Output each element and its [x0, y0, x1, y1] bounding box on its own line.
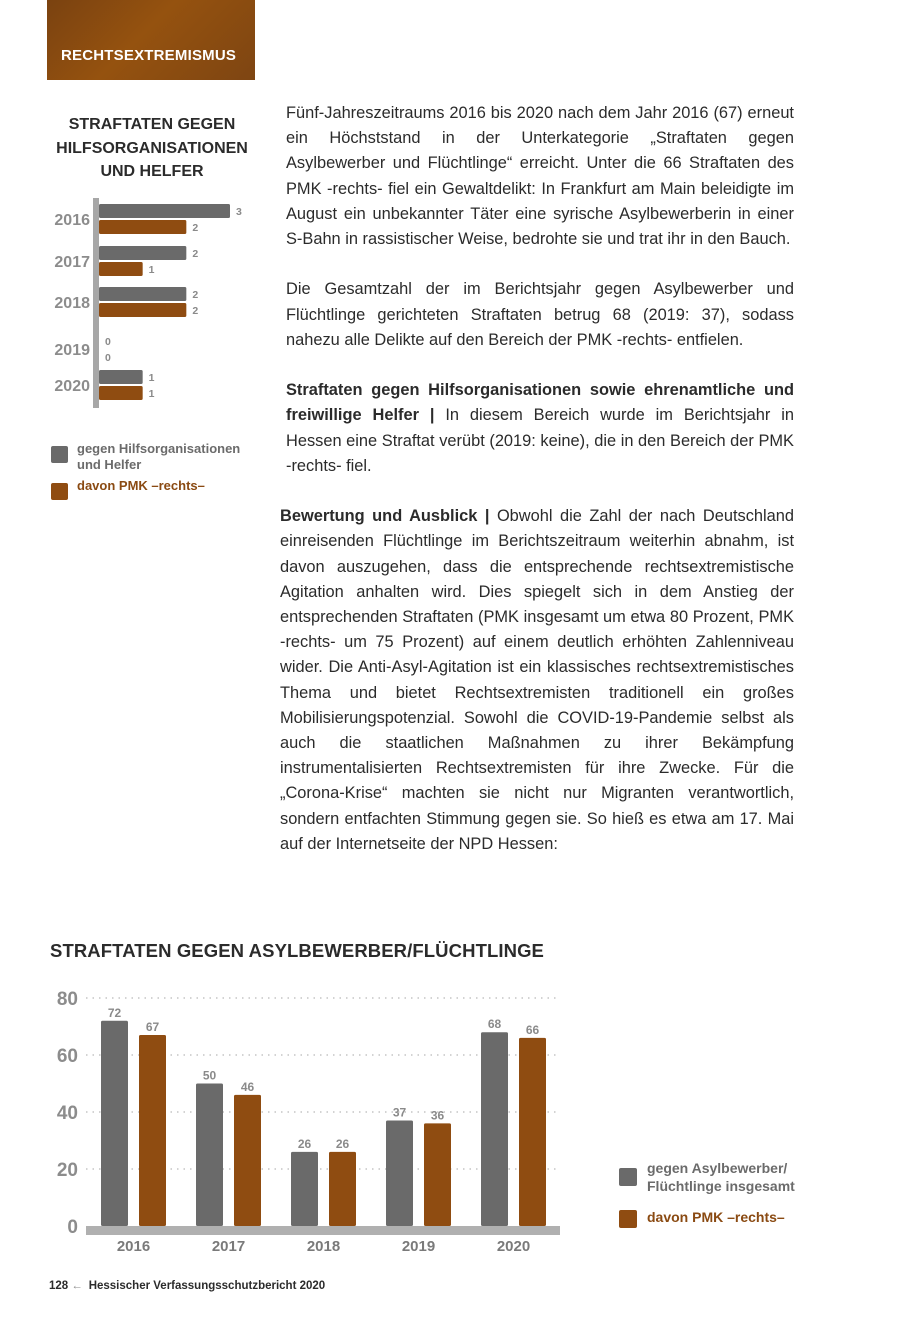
data-label-2017: 50 — [202, 1068, 217, 1083]
paragraph-3-text: In diesem Bereich wurde im Berichtsjahr in Hessen eine Straftat verübt (2019: keine), die in den Bereich der PMK -rechts- fiel. — [286, 406, 795, 475]
bar-pmk-2020 — [519, 1038, 546, 1226]
x-tick-label-2020: 2020 — [496, 1238, 531, 1255]
data-label-2020: 1 — [148, 388, 155, 400]
legend-label: davon PMK –rechts– — [647, 1209, 785, 1225]
bar-total-2020 — [481, 1032, 508, 1226]
x-tick-label-2017: 2017 — [211, 1238, 246, 1255]
y-tick-label-40: 40 — [56, 1103, 78, 1124]
data-label-2018: 26 — [335, 1136, 350, 1151]
legend-label-line: gegen Hilfsorganisationen — [77, 441, 241, 456]
paragraph-1: Fünf-Jahreszeitraums 2016 bis 2020 nach dem Jahr 2016 (67) erneut ein Höchststand in der Unterkategorie „Straftaten gegen Asylbewerber und Flüchtlinge“ erreicht. Unter die 66 Straftaten des PMK -rechts- fiel ein Gewaltdelikt: In Frankfurt am Main beleidigte im August ein unbekannter Täter eine syrische Asylbewerberin in einer S-Bahn in rassistischer Weise, bedrohte sie und trat ihr in den Bauch. — [286, 104, 794, 249]
x-tick-label-2019: 2019 — [401, 1238, 436, 1255]
data-label-2017: 46 — [240, 1079, 255, 1094]
data-label-2020: 66 — [525, 1022, 540, 1037]
paragraph-3 — [286, 378, 794, 479]
legend-label-line: gegen Asylbewerber/ — [647, 1160, 788, 1176]
y-axis-line — [93, 198, 99, 408]
data-label-2017: 2 — [192, 248, 199, 260]
bar-pmk-2018 — [329, 1152, 356, 1226]
body-text — [280, 101, 795, 882]
y-tick-label-20: 20 — [56, 1160, 78, 1181]
bar-total-2016 — [99, 204, 230, 218]
bar-pmk-2016 — [99, 220, 186, 234]
side-chart-title-line: STRAFTATEN GEGEN — [68, 116, 236, 133]
y-tick-label-60: 60 — [56, 1046, 78, 1067]
x-tick-label-2018: 2018 — [306, 1238, 341, 1255]
publication-title: Hessischer Verfassungsschutzbericht 2020 — [88, 1280, 326, 1292]
data-label-2016: 2 — [192, 222, 199, 234]
side-chart-title — [47, 113, 257, 184]
main-bar-chart — [40, 980, 580, 1265]
paragraph-4-text: Obwohl die Zahl der nach Deutschland einreisenden Flüchtlinge im Berichtszeitraum weiterhin abnahm, ist davon auszugehen, dass die entsprechende rechtsextremistische Agitation anhalten wird. Dies spiegelt sich in dem Anstieg der entsprechenden Straftaten (PMK insgesamt um etwa 80 Prozent, PMK -rechts- um 75 Prozent) auf einem deutlich erhöhten Zahlenniveau wider. Die Anti-Asyl-Agitation ist ein klassisches rechtsextremistisches Thema und bietet Rechtsextremisten traditionell ein großes Mobilisierungspotenzial. Sowohl die COVID-19-Pandemie selbst als auch die staatlichen Maßnahmen zu ihrer Bekämpfung instrumentalisierten Rechtsextremisten für ihre Zwecke. Für die „Corona-Krise“ machten sie nicht nur Migranten verantwortlich, sondern entfachten Stimmung gegen sie. So hieß es etwa am 17. Mai auf der Internetseite der NPD Hessen: — [280, 507, 794, 853]
category-label-2019: 2019 — [54, 342, 90, 359]
data-label-2019: 0 — [105, 352, 111, 364]
bar-pmk-2017 — [99, 262, 143, 276]
bar-total-2019 — [386, 1121, 413, 1226]
side-chart-title-line: HILFSORGANISATIONEN — [56, 139, 248, 157]
legend-swatch-brown — [51, 483, 68, 500]
data-label-2016: 72 — [107, 1005, 122, 1020]
x-axis-base — [86, 1226, 560, 1235]
bar-total-2020 — [99, 370, 143, 384]
category-label-2017: 2017 — [54, 254, 90, 271]
bar-pmk-2020 — [99, 386, 143, 400]
side-chart-title-line: UND HELFER — [100, 163, 204, 180]
legend-label — [647, 1159, 795, 1195]
legend-label-line: Flüchtlinge insgesamt — [647, 1178, 795, 1194]
data-label-2019: 37 — [392, 1105, 407, 1120]
bar-pmk-2016 — [139, 1035, 166, 1226]
page-number: 128 — [49, 1280, 69, 1292]
paragraph-4 — [280, 504, 794, 857]
bar-total-2016 — [101, 1021, 128, 1226]
data-label-2020: 1 — [148, 372, 155, 384]
legend-label — [77, 441, 240, 473]
legend-swatch-gray — [51, 446, 68, 463]
paragraph-4-heading: Bewertung und Ausblick | — [280, 507, 490, 526]
data-label-2019: 0 — [105, 336, 111, 348]
category-label-2018: 2018 — [54, 295, 90, 312]
bar-total-2017 — [99, 246, 186, 260]
data-label-2018: 26 — [297, 1136, 312, 1151]
legend-swatch-gray — [619, 1168, 637, 1186]
legend-label-line: und Helfer — [77, 457, 142, 472]
page-footer — [49, 1280, 325, 1292]
data-label-2016: 3 — [236, 206, 242, 218]
data-label-2019: 36 — [430, 1108, 445, 1123]
bar-total-2017 — [196, 1084, 223, 1227]
category-label-2016: 2016 — [54, 212, 90, 229]
y-tick-label-80: 80 — [56, 989, 78, 1010]
side-bar-chart — [44, 196, 254, 412]
bar-pmk-2017 — [234, 1095, 261, 1226]
section-header-tab — [47, 0, 255, 80]
paragraph-2: Die Gesamtzahl der im Berichtsjahr gegen Asylbewerber und Flüchtlinge gerichteten Straftaten betrug 68 (2019: 37), sodass nahezu alle Delikte auf den Bereich der PMK -rechts- entfielen. — [286, 280, 794, 349]
data-label-2018: 2 — [192, 305, 199, 317]
section-label: RECHTSEXTREMISMUS — [61, 47, 237, 64]
y-tick-label-0: 0 — [67, 1217, 78, 1238]
legend-label: davon PMK –rechts– — [77, 478, 205, 493]
bar-total-2018 — [99, 287, 186, 301]
category-label-2020: 2020 — [54, 378, 90, 395]
paragraph-3-heading: Straftaten gegen Hilfsorganisationen sowie ehrenamtliche und freiwillige Helfer | — [286, 381, 794, 425]
bar-pmk-2019 — [424, 1123, 451, 1226]
arrow-left-icon: ← — [71, 1280, 83, 1292]
bar-total-2018 — [291, 1152, 318, 1226]
data-label-2020: 68 — [487, 1017, 502, 1032]
bar-pmk-2018 — [99, 303, 186, 317]
data-label-2016: 67 — [145, 1020, 160, 1035]
data-label-2017: 1 — [148, 264, 155, 276]
x-tick-label-2016: 2016 — [116, 1238, 151, 1255]
data-label-2018: 2 — [192, 289, 199, 301]
main-chart-title: STRAFTATEN GEGEN ASYLBEWERBER/FLÜCHTLINGE — [50, 940, 544, 961]
legend-swatch-brown — [619, 1210, 637, 1228]
